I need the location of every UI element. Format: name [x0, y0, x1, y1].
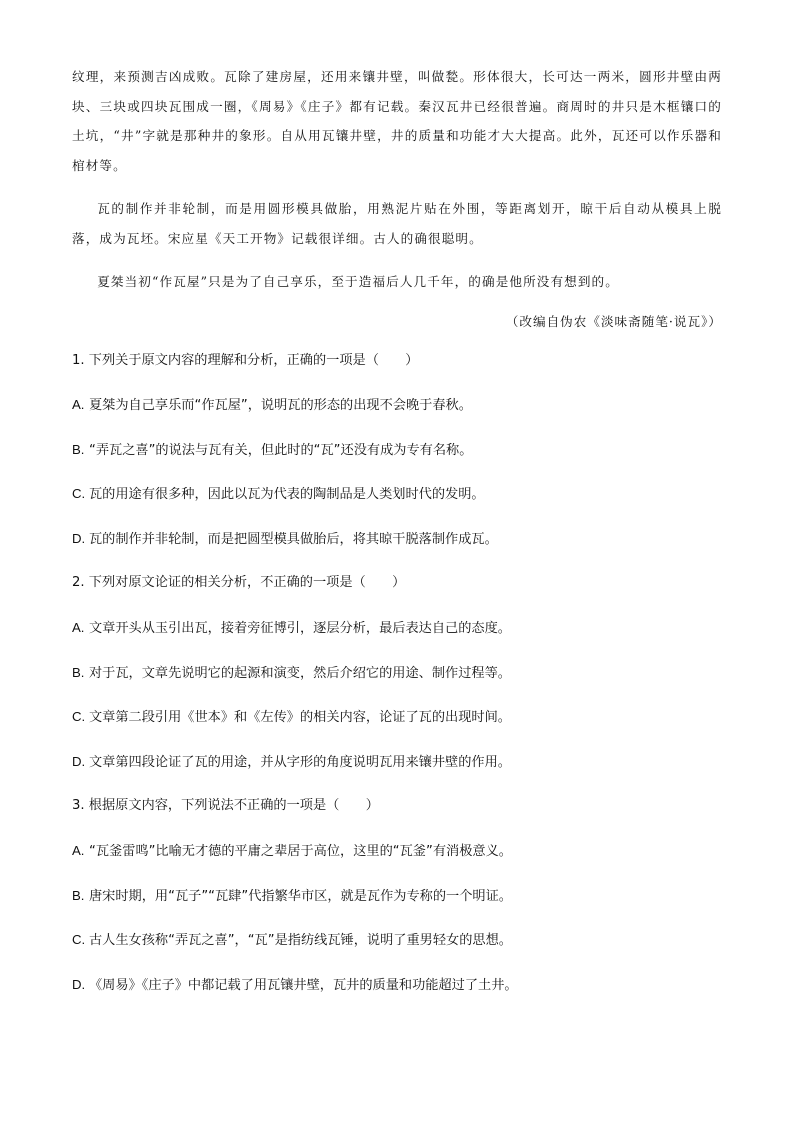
- passage-source: （改编自伪农《淡味斋随笔·说瓦》）: [505, 313, 722, 329]
- question-3: [72, 797, 722, 1020]
- question-option[interactable]: [72, 753, 722, 798]
- option-text: “弄瓦之喜”的说法与瓦有关，但此时的“瓦”还没有成为专有名称。: [89, 442, 473, 458]
- option-letter: B.: [72, 441, 85, 457]
- option-letter: B.: [72, 664, 85, 680]
- option-letter: C.: [72, 932, 86, 948]
- question-option[interactable]: [72, 976, 722, 1021]
- question-option[interactable]: [72, 530, 722, 575]
- option-text: 文章第四段论证了瓦的用途，并从字形的角度说明瓦用来镶井壁的作用。: [89, 754, 511, 770]
- question-option[interactable]: [72, 619, 722, 664]
- question-2: [72, 574, 722, 797]
- passage-paragraph: 纹理，来预测吉凶成败。瓦除了建房屋，还用来镶井壁，叫做甃。形体很大，长可达一两米，圆形井壁由两块、三块或四块瓦围成一圈，《周易》《庄子》都有记载。秦汉瓦井已经很普遍。商周时的井只是木框镶口的土坑，“井”字就是那种井的象形。自从用瓦镶井壁，井的质量和功能才大大提高。此外，瓦还可以作乐器和棺材等。: [72, 69, 722, 173]
- option-text: 唐宋时期，用“瓦子”“瓦肆”代指繁华市区，就是瓦作为专称的一个明证。: [89, 888, 512, 904]
- document-page: [72, 62, 722, 1020]
- passage-paragraph: 夏桀当初“作瓦屋”只是为了自己享乐，至于造福后人几千年，的确是他所没有想到的。: [97, 274, 619, 289]
- question-stem: 1. 下列关于原文内容的理解和分析，正确的一项是（ ）: [72, 352, 419, 368]
- question-option[interactable]: [72, 887, 722, 932]
- option-letter: A.: [72, 620, 85, 636]
- question-option[interactable]: [72, 396, 722, 441]
- option-letter: D.: [72, 753, 86, 769]
- option-letter: C.: [72, 486, 86, 502]
- option-letter: D.: [72, 976, 86, 992]
- question-1: [72, 352, 722, 575]
- option-letter: D.: [72, 530, 86, 546]
- option-text: 对于瓦，文章先说明它的起源和演变，然后介绍它的用途、制作过程等。: [89, 665, 511, 681]
- option-letter: C.: [72, 709, 86, 725]
- option-text: 瓦的制作并非轮制，而是把圆型模具做胎后，将其晾干脱落制作成瓦。: [89, 531, 498, 547]
- question-stem: 3. 根据原文内容，下列说法不正确的一项是（ ）: [72, 798, 379, 814]
- option-text: “瓦釜雷鸣”比喻无才德的平庸之辈居于高位，这里的“瓦釜”有消极意义。: [89, 844, 512, 860]
- question-option[interactable]: [72, 485, 722, 530]
- question-option[interactable]: [72, 842, 722, 887]
- option-text: 《周易》《庄子》中都记载了用瓦镶井壁，瓦井的质量和功能超过了土井。: [89, 977, 518, 993]
- option-letter: B.: [72, 887, 85, 903]
- question-option[interactable]: [72, 664, 722, 709]
- option-text: 瓦的用途有很多种，因此以瓦为代表的陶制品是人类划时代的发明。: [89, 487, 485, 503]
- question-stem: 2. 下列对原文论证的相关分析，不正确的一项是（ ）: [72, 575, 406, 591]
- option-letter: A.: [72, 397, 85, 413]
- option-text: 夏桀为自己享乐而“作瓦屋”，说明瓦的形态的出现不会晚于春秋。: [89, 398, 472, 414]
- question-option[interactable]: [72, 441, 722, 486]
- option-text: 文章开头从玉引出瓦，接着旁征博引，逐层分析，最后表达自己的态度。: [89, 621, 511, 637]
- option-text: 古人生女孩称“弄瓦之喜”，“瓦”是指纺线瓦锤，说明了重男轻女的思想。: [89, 933, 512, 949]
- option-letter: A.: [72, 843, 85, 859]
- option-text: 文章第二段引用《世本》和《左传》的相关内容，论证了瓦的出现时间。: [89, 710, 511, 726]
- question-option[interactable]: [72, 931, 722, 976]
- passage-paragraph: 瓦的制作并非轮制，而是用圆形模具做胎，用熟泥片贴在外围，等距离划开，晾干后自动从模具上脱落，成为瓦坯。宋应星《天工开物》记载很详细。古人的确很聪明。: [72, 201, 722, 246]
- question-option[interactable]: [72, 708, 722, 753]
- reading-passage: [72, 62, 722, 297]
- question-list: [72, 352, 722, 1021]
